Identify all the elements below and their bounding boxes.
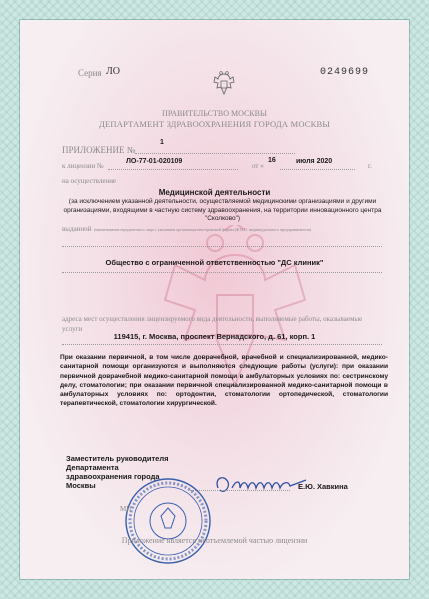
series-label: Серия [78, 68, 102, 78]
activity-title: Медицинской деятельности [158, 188, 271, 197]
address-label: адреса мест осуществления лицензируемого вида деятельности, выполняемые работы, оказываемые услуги [62, 315, 363, 333]
license-number: ЛО-77-01-020109 [126, 158, 183, 165]
holder-name: Общество с ограниченной ответственностью "ДС клиник" [105, 258, 324, 267]
department-title: ДЕПАРТАМЕНТ ЗДРАВООХРАНЕНИЯ ГОРОДА МОСКВЫ [99, 119, 330, 129]
activity-label: на осуществление [62, 177, 117, 185]
footer-note: Приложение является неотъемлемой частью лицензии [121, 536, 308, 545]
services-text: При оказании первичной, в том числе доврачебной, врачебной и специализированной, медико-санитарной помощи организуются и выполняются следующие работы (услуги): при оказании первичной доврачебной медико-санитарной помощи в амбулаторных условиях по: сестринскому делу, стоматологии; при оказании первичной специализированной медико-санитарной помощи в амбулаторных условиях по: ортодонтии, стоматологии ортопедической, стоматологии терапевтической, стоматологии хирургической. [60, 354, 388, 408]
holder-hint: (наименование юридического лица с указанием организационно-правовой формы (Ф.И.О. индивидуального предпринимателя) [94, 227, 312, 232]
address-value: 119415, г. Москва, проспект Вернадского, д. 61, корп. 1 [113, 332, 316, 341]
coat-of-arms-icon [209, 70, 239, 100]
series-value: ЛО [106, 66, 121, 77]
signature-icon [210, 468, 310, 500]
official-seal-icon [123, 476, 213, 566]
holder-line-2 [62, 266, 382, 273]
address-line [62, 338, 382, 345]
license-month: июля 2020 [296, 158, 333, 165]
appendix-line [135, 142, 295, 154]
signatory-position-4: Москвы [66, 481, 96, 490]
holder-label: выданной [62, 225, 92, 233]
document-number: 0249699 [320, 67, 370, 78]
signatory-position-3: здравоохранения города [66, 472, 160, 481]
signatory-position-1: Заместитель руководителя [66, 454, 169, 463]
signatory-name: Е.Ю. Хавкина [298, 482, 348, 491]
activity-description: (за исключением указанной деятельности, осуществляемой медицинскими организациями и другими организациями, входящими в частную систему здравоохранения, на территории инновационного центра "Сколково") [63, 198, 382, 223]
mp-label: МП [120, 505, 132, 513]
license-label: к лицензии № [62, 162, 104, 170]
signatory-position-2: Департамента [66, 463, 119, 472]
government-title: ПРАВИТЕЛЬСТВО МОСКВЫ [162, 109, 267, 118]
appendix-number: 1 [160, 139, 164, 146]
year-suffix: г. [368, 162, 372, 170]
appendix-label: ПРИЛОЖЕНИЕ № [62, 145, 136, 155]
document-body [20, 20, 409, 579]
from-label: от « [252, 162, 264, 170]
license-day: 16 [268, 157, 276, 164]
